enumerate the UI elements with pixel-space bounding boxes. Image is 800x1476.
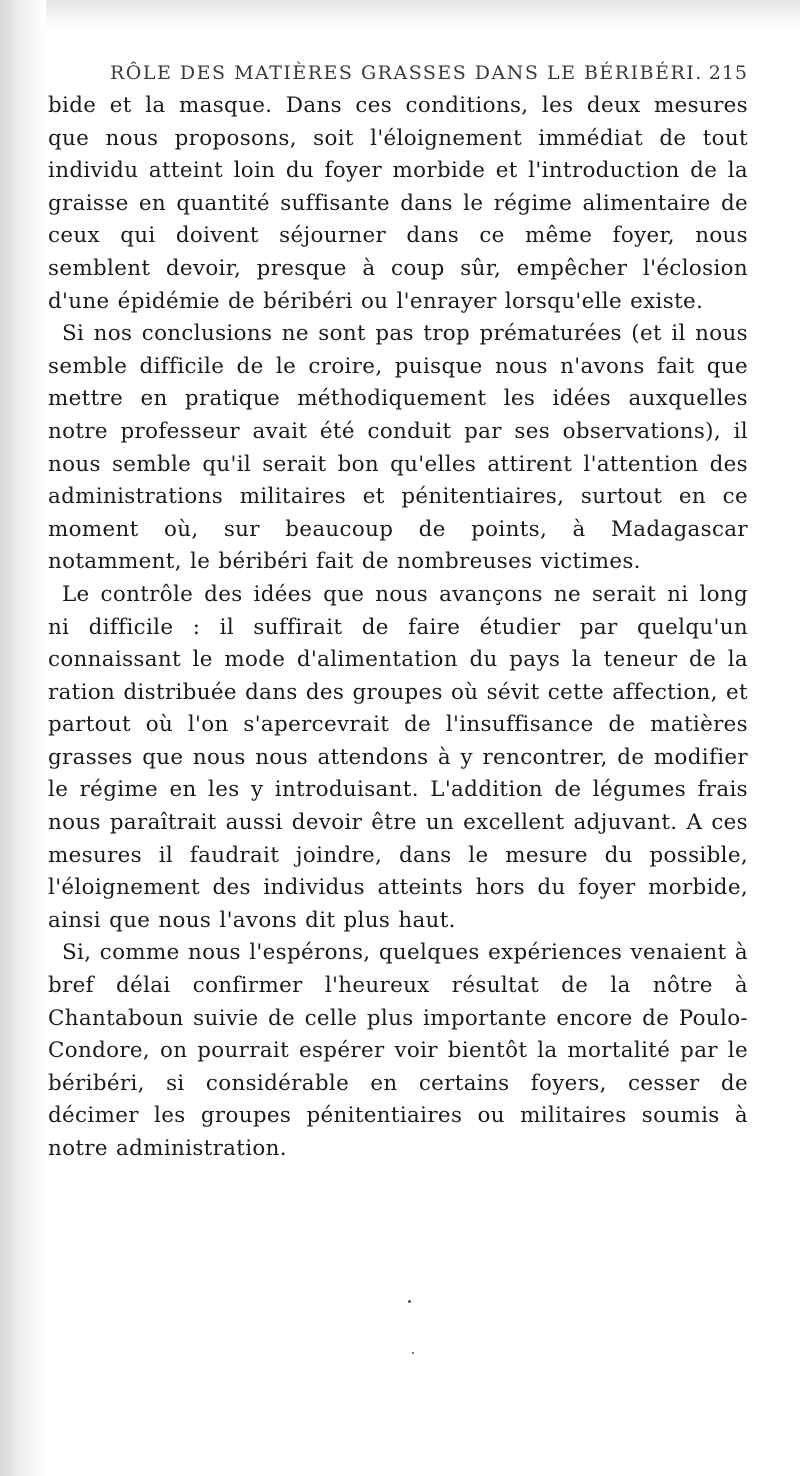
body-text xyxy=(48,90,748,1166)
running-title: RÔLE DES MATIÈRES GRASSES DANS LE BÉRIBÉRI. xyxy=(110,62,703,84)
page-number: 215 xyxy=(708,62,748,84)
paragraph-4: Si, comme nous l'espérons, quelques expériences venaient à bref délai confirmer l'heureux résultat de la nôtre à Chantaboun suivie de celle plus importante encore de Poulo-Condore, on pourrait espérer voir bientôt la mortalité par le béribéri, si considérable en certains foyers, cesser de décimer les groupes pénitentiaires ou militaires soumis à notre administration. xyxy=(48,940,748,1161)
book-page xyxy=(48,62,748,1166)
scan-speck xyxy=(412,1352,414,1354)
scan-speck xyxy=(408,1300,411,1303)
running-head xyxy=(48,62,748,84)
paragraph-2: Si nos conclusions ne sont pas trop prématurées (et il nous semble difficile de le croire, puisque nous n'avons fait que mettre en pratique méthodiquement les idées auxquelles notre professeur avait été conduit par ses observations), il nous semble qu'il serait bon qu'elles attirent l'attention des administrations militaires et pénitentiaires, surtout en ce moment où, sur beaucoup de points, à Madagascar notamment, le béribéri fait de nombreuses victimes. xyxy=(48,321,748,575)
paragraph-1: bide et la masque. Dans ces conditions, les deux mesures que nous proposons, soit l'éloignement immédiat de tout individu atteint loin du foyer morbide et l'introduction de la graisse en quantité suffisante dans le régime alimentaire de ceux qui doivent séjourner dans ce même foyer, nous semblent devoir, presque à coup sûr, empêcher l'éclosion d'une épidémie de béribéri ou l'enrayer lorsqu'elle existe. xyxy=(48,93,748,314)
scan-top-shadow xyxy=(0,0,800,30)
paragraph-3: Le contrôle des idées que nous avançons ne serait ni long ni difficile : il suffirait de faire étudier par quelqu'un connaissant le mode d'alimentation du pays la teneur de la ration distribuée dans des groupes où sévit cette affection, et partout où l'on s'apercevrait de l'insuffisance de matières grasses que nous nous attendons à y rencontrer, de modifier le régime en les y introduisant. L'addition de légumes frais nous paraîtrait aussi devoir être un excellent adjuvant. A ces mesures il faudrait joindre, dans le mesure du possible, l'éloignement des individus atteints hors du foyer morbide, ainsi que nous l'avons dit plus haut. xyxy=(48,581,748,933)
scan-binding-shadow xyxy=(0,0,46,1476)
